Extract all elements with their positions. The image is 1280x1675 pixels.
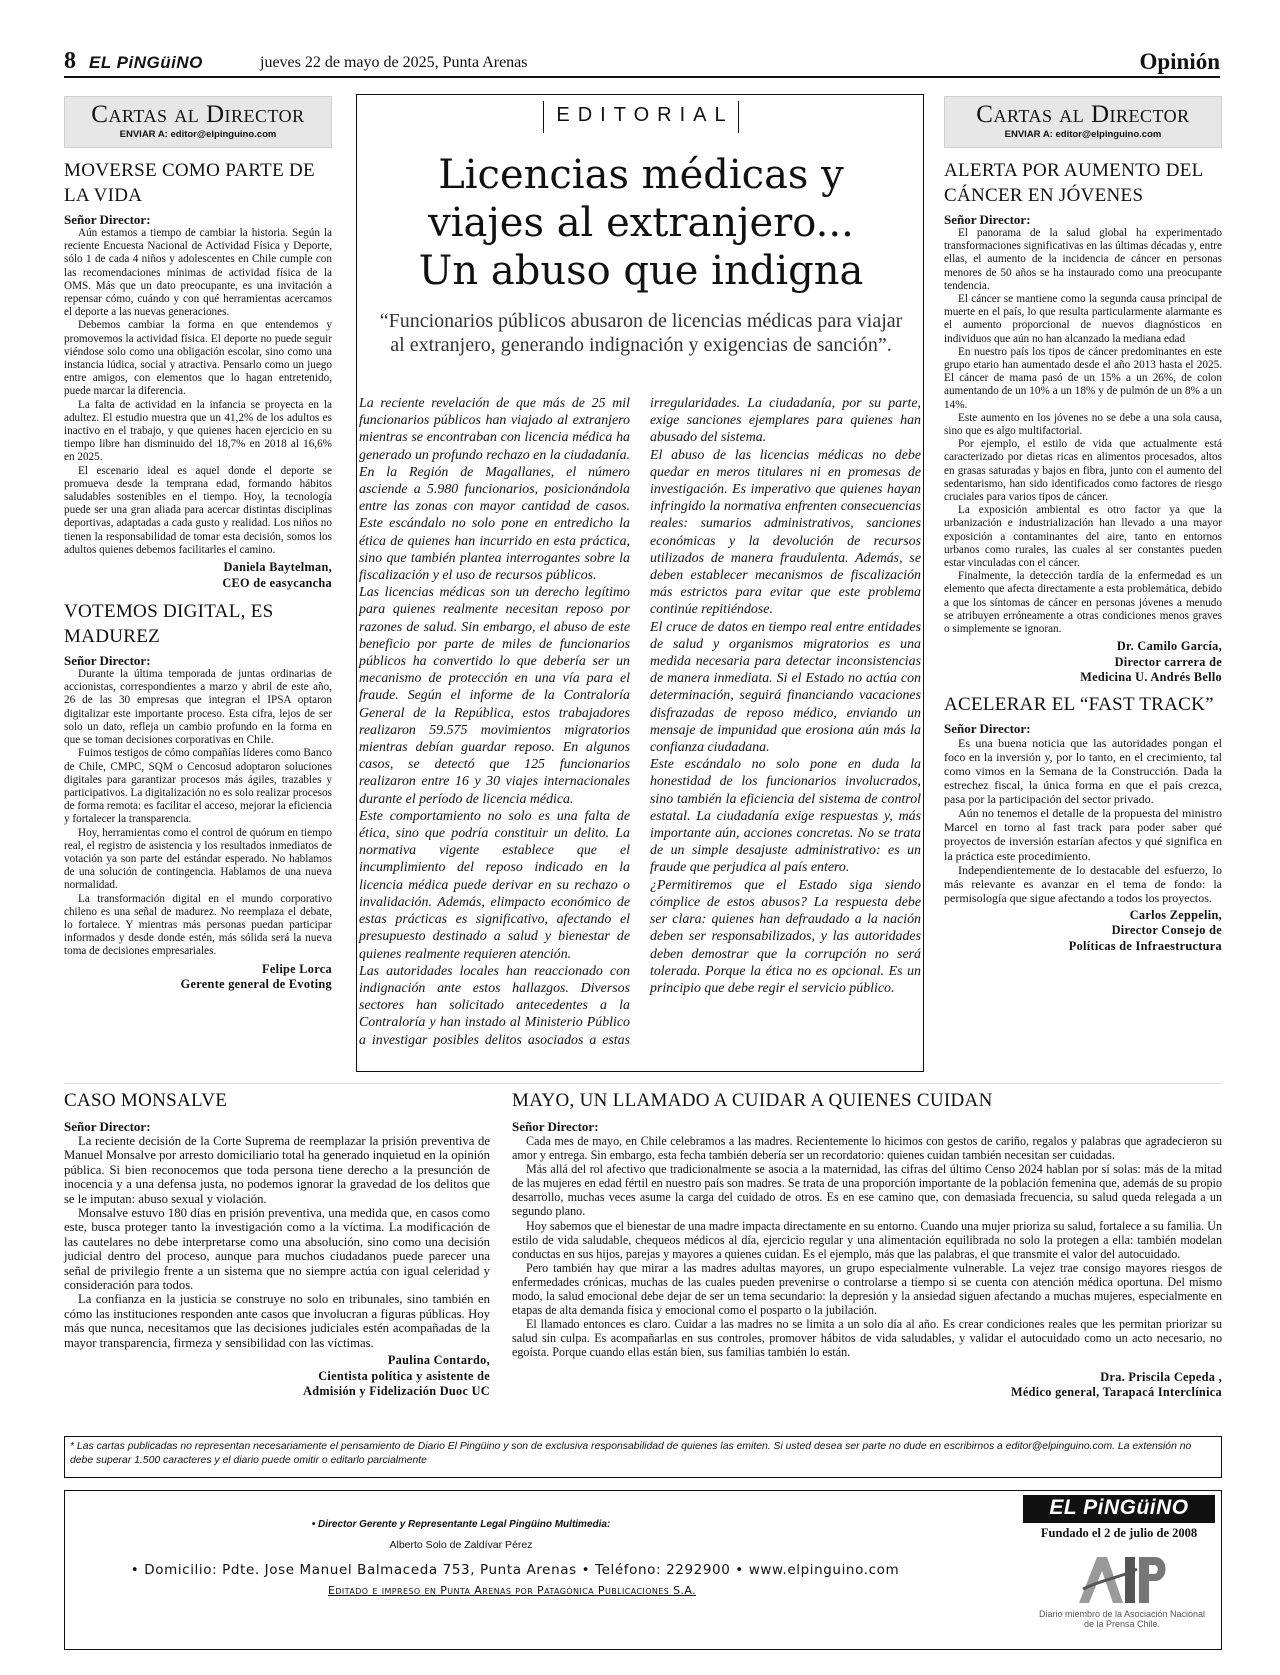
letter-paragraph: Más allá del rol afectivo que tradicionalmente se asocia a la maternidad, las cifras del último Censo 2024 hablan por sí solas: más de la mitad de las mujeres en edad fértil en nuestro país son madres. Se trata de una proporción importante de la población femenina que, además de su propio desarrollo, muchas veces asume la carga del cuidado de otros. Es en ese camino que, con demasiada frecuencia, su salud queda relegada a un segundo plano. xyxy=(512,1162,1222,1219)
letter-paragraph: Cada mes de mayo, en Chile celebramos a las madres. Recientemente lo hicimos con gestos de cariño, regalos y palabras que agradecieron su amor y entrega. Sin embargo, esta fecha también debería ser un recordatorio: quienes cuidan también necesitan ser cuidadas. xyxy=(512,1134,1222,1163)
letter-signature xyxy=(64,1353,490,1400)
editorial-paragraph: Este comportamiento no solo es una falta de ética, sino que podría constituir un delito. La normativa vigente establece que el incumplimiento del reposo indicado en la licencia médica puede derivar en su rechazo o invalidación. Además, elimpacto económico de estas prácticas es significativo, afectando el presupuesto destinado a salud y bienestar de quienes realmente requieren atención. xyxy=(359,808,630,962)
letter-paragraph: Aún no tenemos el detalle de la propuesta del ministro Marcel en torno al fast track para poder saber qué proyectos de inversión estarían afectos y qué significa en la práctica este procedimiento. xyxy=(944,806,1222,863)
signature-line: Director Consejo de xyxy=(1111,923,1222,938)
editorial-paragraph: Este escándalo no solo pone en duda la honestidad de los funcionarios involucrados, sino también la eficiencia del sistema de control estatal. La ciudadanía exige respuestas y, más importante aún, acciones concretas. No se trata de un simple desajuste administrativo: es un fraude que perjudica al país entero. xyxy=(650,757,921,876)
anp-logo-icon xyxy=(1073,1549,1173,1607)
letter-salute: Señor Director: xyxy=(64,212,151,227)
founded-date: Fundado el 2 de julio de 2008 xyxy=(1040,1526,1198,1540)
letter-salute: Señor Director: xyxy=(944,720,1031,736)
signature-line: CEO de easycancha xyxy=(222,575,332,590)
section-title: Opinión xyxy=(1139,49,1220,74)
director-label: • Director Gerente y Representante Legal Pingüino Multimedia: xyxy=(311,1519,611,1530)
imprint-box xyxy=(64,1490,1222,1650)
signature-line: Dra. Priscila Cepeda , xyxy=(1100,1369,1222,1384)
letter-paragraph: La confianza en la justicia se construye no solo en tribunales, sino también en cómo las instituciones responden ante casos que involucran a figuras públicas. Hoy más que nunca, necesitamos que las decisiones judiciales estén acompañadas de la mayor transparencia, firmeza y sensibilidad con las víctimas. xyxy=(64,1292,490,1350)
letter-signature xyxy=(64,962,332,993)
letter xyxy=(944,692,1222,955)
signature-line: Gerente general de Evoting xyxy=(180,977,332,992)
letter-paragraph: Independientemente de lo destacable del esfuerzo, lo más relevante es avanzar en el tema de fondo: la permisología que sigue afectando a todos los proyectos. xyxy=(944,862,1222,905)
letter-paragraph: Por ejemplo, el estilo de vida que actualmente está caracterizado por dietas ricas en alimentos procesados, altos en grasas saturadas y bajos en fibra, junto con el aumento del sedentarismo, han sido identificados como factores de riesgo cruciales para varios tipos de cáncer. xyxy=(944,438,1222,504)
letter-paragraph: La exposición ambiental es otro factor ya que la urbanización e industrialización han llevado a una mayor exposición a contaminantes del aire, tanto en entornos urbanos como rurales, las cuales al ser constantes pueden estar vinculadas con el cáncer. xyxy=(944,504,1222,570)
letter-body xyxy=(512,1134,1222,1360)
letter-body xyxy=(944,736,1222,905)
editorial-paragraph: ¿Permitiremos que el Estado siga siendo cómplice de estos abusos? La respuesta debe ser clara: quienes han defraudado a la nación deben ser responsabilizados, y las autoridades deben demostrar que la corrupción no será tolerada. Porque la ética no es opcional. Es un principio que debe regir el servicio público. xyxy=(650,877,921,996)
signature-line: Políticas de Infraestructura xyxy=(1068,938,1222,953)
bottom-letter-right xyxy=(512,1088,1222,1401)
letter-body xyxy=(64,1134,490,1350)
letter xyxy=(64,158,332,591)
disclaimer-note: * Las cartas publicadas no representan necesariamente el pensamiento de Diario El Pingüino y son de exclusiva responsabilidad de quienes las emiten. Si usted desea ser parte no dude en escribirnos a editor@elpinguino.com. La extensión no debe superar 1.500 caracteres y el diario puede omitir o editarlo parcialmente xyxy=(64,1436,1222,1478)
letter-paragraph: Hoy, herramientas como el control de quórum en tiempo real, el registro de asistencia y los resultados inmediatos de votación ya son parte del estándar esperado. No hablamos de una solución de contingencia. Hablamos de una nueva normalidad. xyxy=(64,826,332,892)
cartas-header-right xyxy=(944,96,1222,148)
letter-paragraph: Monsalve estuvo 180 días en prisión preventiva, una medida que, en casos como este, busca proteger tanto la investigación como a la víctima. La modificación de las cautelares no debe interpretarse como una absolución, sino como una decisión judicial dentro del proceso, aunque para muchos ciudadanos puede parecer una señal de privilegio frente a un sistema que no siempre actúa con igual celeridad y consideración para todos. xyxy=(64,1206,490,1293)
left-letters-column xyxy=(64,158,332,993)
editorial-title-line: Un abuso que indigna xyxy=(418,248,864,294)
publisher-line: Editado e impreso en Punta Arenas por Patagónica Publicaciones S.A. xyxy=(327,1584,697,1597)
editorial-paragraph: Las licencias médicas son un derecho legítimo para quienes realmente necesitan reposo por razones de salud. Sin embargo, el abuso de este beneficio por parte de miles de funcionarios públicos ha convertido lo que debería ser un mecanismo de protección en una vía para el fraude. Según el informe de la Contraloría General de la República, estos trabajadores realizaron 59.575 movimientos migratorios mientras debían guardar reposo. En algunos casos, se detectó que 125 funcionarios realizaron entre 16 y 30 viajes internacionales durante el período de licencia médica. xyxy=(359,585,630,807)
letter-body xyxy=(64,227,332,557)
el-pinguino-logo: EL PiNGüiNO xyxy=(1023,1495,1215,1523)
editorial-title xyxy=(367,151,915,295)
letter-paragraph: Debemos cambiar la forma en que entendemos y promovemos la actividad física. El deporte no puede seguir viéndose solo como una obligación escolar, sino como una instancia lúdica, social y atractiva. Pensarlo como un juego entre amigos, con elementos que lo hagan entretenido, puede marcar la diferencia. xyxy=(64,319,332,398)
cartas-title: Cartas al Director xyxy=(976,101,1190,128)
signature-line: Admisión y Fidelización Duoc UC xyxy=(303,1384,490,1399)
letter-salute: Señor Director: xyxy=(944,212,1031,227)
page-header xyxy=(64,48,1220,78)
letter-paragraph: Este aumento en los jóvenes no se debe a una sola causa, sino que es algo multifactorial. xyxy=(944,411,1222,438)
editorial-box xyxy=(356,94,924,1072)
editorial-label: EDITORIAL xyxy=(543,101,739,133)
letter-paragraph: Pero también hay que mirar a las madres adultas mayores, un grupo especialmente vulnerable. La vejez trae consigo mayores riesgos de enfermedades crónicas, muchas de las cuales pueden prevenirse o controlarse a tiempo si se cuenta con atención médica oportuna. Del mismo modo, la salud emocional debe dejar de ser un tema secundario: la depresión y la ansiedad siguen afectando a muchas mujeres, especialmente en etapas de alta demanda física y emocional como el posparto o la jubilación. xyxy=(512,1260,1222,1318)
masthead-brand: EL PiNGüiNO xyxy=(89,53,203,72)
letter-title: VOTEMOS DIGITAL, ES MADUREZ xyxy=(64,601,274,648)
signature-line: Medicina U. Andrés Bello xyxy=(1080,670,1222,685)
editorial-paragraph: La reciente revelación de que más de 25 mil funcionarios públicos han viajado al extranjero mientras se encontraban con licencia médica ha generado un profundo rechazo en la ciudadanía. En la Región de Magallanes, el número asciende a 5.980 funcionarios, posicionándola entre las zonas con mayor cantidad de casos. Este escándalo no solo pone en entredicho la ética de quienes han incurrido en esta práctica, sino que también plantea interrogantes sobre la fiscalización y el uso de recursos públicos. xyxy=(359,396,630,584)
page-number: 8 xyxy=(64,48,76,74)
letter-paragraph: Aún estamos a tiempo de cambiar la historia. Según la reciente Encuesta Nacional de Actividad Física y Deporte, sólo 1 de cada 4 niños y adolescentes en Chile cumple con las recomendaciones mínimas de actividad física de la OMS. Más que un dato preocupante, es una invitación a repensar cómo, cuándo y con qué herramientas acercamos el deporte a las nuevas generaciones. xyxy=(64,227,332,319)
letter-paragraph: El cáncer se mantiene como la segunda causa principal de muerte en el país, lo que resulta particularmente alarmante es el aumento proporcional de nuevos diagnósticos en individuos que aún no han alcanzado la mediana edad xyxy=(944,293,1222,345)
signature-line: Cientista política y asistente de xyxy=(318,1368,490,1383)
signature-line: Médico general, Tarapacá Interclínica xyxy=(1010,1385,1222,1399)
letter-title: ALERTA POR AUMENTO DEL CÁNCER EN JÓVENES xyxy=(944,160,1203,206)
contact-line: • Domicilio: Pdte. Jose Manuel Balmaceda 753, Punta Arenas • Teléfono: 2292900 • www.elpinguino.com xyxy=(130,1562,900,1578)
letter-paragraph: El escenario ideal es aquel donde el deporte se promueva desde la temprana edad, formando hábitos saludables sostenibles en el tiempo. Hoy, la tecnología puede ser una gran aliada para acercar distintas disciplinas deportivas, adaptadas a cada gusto y realidad. Los niños no tienen la responsabilidad de tomar esta decisión, somos los adultos quienes debemos facilitarles el camino. xyxy=(64,464,332,556)
signature-line: Paulina Contardo, xyxy=(387,1353,490,1368)
letter-paragraph: Fuimos testigos de cómo compañías líderes como Banco de Chile, CMPC, SQM o Cencosud adoptaron soluciones digitales para garantizar procesos más ágiles, trazables y participativos. La digitalización no es solo realizar procesos de forma remota: es facilitar el acceso, mejorar la eficiencia y fortalecer la transparencia. xyxy=(64,747,332,826)
letter-title: CASO MONSALVE xyxy=(64,1090,228,1111)
editorial-title-line: viajes al extranjero... xyxy=(428,200,854,246)
cartas-email: ENVIAR A: editor@elpinguino.com xyxy=(119,129,277,140)
section-divider xyxy=(64,1083,1222,1084)
anp-caption: Diario miembro de la Asociación Nacional de la Prensa Chile. xyxy=(1038,1609,1206,1629)
letter-paragraph: Es una buena noticia que las autoridades pongan el foco en la inversión y, por lo tanto, en el crecimiento, tal como vimos en la Semana de la Construcción. Dada la estrechez fiscal, la única forma en que el país crezca, pasa por la participación del sector privado. xyxy=(944,735,1222,807)
bottom-letter-left xyxy=(64,1088,490,1400)
letter-paragraph: La falta de actividad en la infancia se proyecta en la adultez. El estudio muestra que un 41,2% de los adultos es inactivo en el trabajo, y que quienes hacen ejercicio en su tiempo libre han disminuido del 18,7% en 2018 al 16,6% en 2025. xyxy=(64,398,332,464)
letter-title: ACELERAR EL “FAST TRACK” xyxy=(944,693,1214,715)
signature-line: Carlos Zeppelin, xyxy=(1129,907,1222,922)
issue-date: jueves 22 de mayo de 2025, Punta Arenas xyxy=(260,54,528,71)
cartas-email: ENVIAR A: editor@elpinguino.com xyxy=(1004,129,1162,140)
letter xyxy=(64,599,332,992)
signature-line: Director carrera de xyxy=(1114,654,1222,669)
letter-paragraph: El llamado entonces es claro. Cuidar a las madres no se limita a un solo día al año. Es crear condiciones reales que les permitan priorizar su salud sin culpa. Es acompañarlas en sus controles, promover hábitos de vida saludables, y validar el autocuidado como un acto necesario, no egoísta. Porque cuando ellas están bien, sus familias también lo están. xyxy=(512,1317,1222,1360)
cartas-header-left xyxy=(64,96,332,148)
editorial-subtitle: “Funcionarios públicos abusaron de licencias médicas para viajar al extranjero, generando indignación y exigencias de sanción”. xyxy=(379,310,903,356)
letter-signature xyxy=(944,908,1222,955)
letter-signature xyxy=(64,560,332,591)
letter-paragraph: En nuestro país los tipos de cáncer predominantes en este grupo etario han aumentado desde el año 2013 hasta el 2025. El cáncer de mama pasó de un 15% a un 26%, de colon aumentando de un 10% a un 18% y de pulmón de un 8% a un 14%. xyxy=(944,345,1222,411)
signature-line: Dr. Camilo García, xyxy=(1116,639,1222,654)
letter-salute: Señor Director: xyxy=(64,653,151,669)
letter-title: MOVERSE COMO PARTE DE LA VIDA xyxy=(64,160,315,206)
director-name: Alberto Solo de Zaldívar Pérez xyxy=(389,1539,533,1551)
editorial-paragraph: El abuso de las licencias médicas no debe quedar en meros titulares ni en promesas de investigación. Es imperativo que quienes hayan infringido la normativa enfrenten consecuencias reales: sumarios administrativos, sanciones económicas y la devolución de recursos utilizados de manera fraudulenta. Además, se deben establecer mecanismos de fiscalización más estrictos para evitar que este problema continúe repitiéndose. xyxy=(650,447,921,618)
signature-line: Felipe Lorca xyxy=(262,961,332,976)
cartas-title: Cartas al Director xyxy=(91,101,305,128)
editorial-body xyxy=(359,395,921,1063)
editorial-title-line: Licencias médicas y xyxy=(438,152,844,198)
editorial-paragraph: Las autoridades locales han reaccionado con indignación ante estos hallazgos. Diversos sectores han solicitado antecedentes a la Contraloría y han instado al Ministerio Público a investigar posibles delitos asociados a estas irregularidades. La ciudadanía, por su parte, exige sanciones ejemplares para quienes han abusado del sistema. xyxy=(359,396,921,1048)
letter-paragraph: Hoy sabemos que el bienestar de una madre impacta directamente en su entorno. Cuando una mujer prioriza su salud, fortalece a su familia. Un estilo de vida saludable, chequeos médicos al día, ejercicio regular y una alimentación equilibrada no solo la protegen a ella: también modelan conductas en sus hijos, parejas y mayores a quienes cuidan. Es el ejemplo, más que las palabras, el que transmite el valor del autocuidado. xyxy=(512,1218,1222,1261)
letter-signature xyxy=(944,639,1222,686)
letter-body xyxy=(64,668,332,958)
letter xyxy=(944,158,1222,686)
letter-paragraph: El panorama de la salud global ha experimentado transformaciones significativas en las últimas décadas y, entre ellas, el aumento de la incidencia de cáncer en personas menores de 50 años se ha instaurado como una preocupante tendencia. xyxy=(944,227,1222,292)
letter-paragraph: Durante la última temporada de juntas ordinarias de accionistas, correspondientes a marzo y abril de este año, 26 de las 30 empresas que integran el IPSA optaron digitalizar este importante proceso. Esta cifra, lejos de ser solo un dato, refleja un cambio profundo en la forma en que se toman decisiones corporativas en Chile. xyxy=(64,668,332,747)
letter-salute: Señor Director: xyxy=(512,1119,599,1134)
letter-signature xyxy=(512,1370,1222,1401)
letter-paragraph: La transformación digital en el mundo corporativo chileno es una señal de madurez. No reemplaza el debate, lo fortalece. Y mientras más personas puedan participar informados y desde donde estén, más sólida será la nueva toma de decisiones empresariales. xyxy=(64,892,332,958)
letter-body xyxy=(944,227,1222,636)
editorial-paragraph: El cruce de datos en tiempo real entre entidades de salud y organismos migratorios es una medida necesaria para detectar inconsistencias de manera inmediata. Si el Estado no actúa con determinación, seguirá financiando vacaciones disfrazadas de reposo médico, enviando un mensaje de impunidad que erosiona aún más la confianza ciudadana. xyxy=(650,619,921,756)
letter-salute: Señor Director: xyxy=(64,1119,151,1134)
letter-paragraph: La reciente decisión de la Corte Suprema de reemplazar la prisión preventiva de Manuel Monsalve por arresto domiciliario total ha generado inquietud en la opinión pública. Si bien reconocemos que toda persona tiene derecho a la presunción de inocencia y a una defensa justa, no podemos ignorar la gravedad de los delitos que se le imputan: abuso sexual y violación. xyxy=(64,1134,490,1206)
right-letters-column xyxy=(944,158,1222,954)
signature-line: Daniela Baytelman, xyxy=(223,560,332,575)
letter-title: MAYO, UN LLAMADO A CUIDAR A QUIENES CUIDAN xyxy=(512,1090,993,1111)
letter-paragraph: Finalmente, la detección tardía de la enfermedad es un elemento que afecta directamente a esta problemática, debido a que los síntomas de cáncer en personas jóvenes a menudo se atribuyen erróneamente a otras condiciones menos graves o simplemente se ignoran. xyxy=(944,570,1222,636)
